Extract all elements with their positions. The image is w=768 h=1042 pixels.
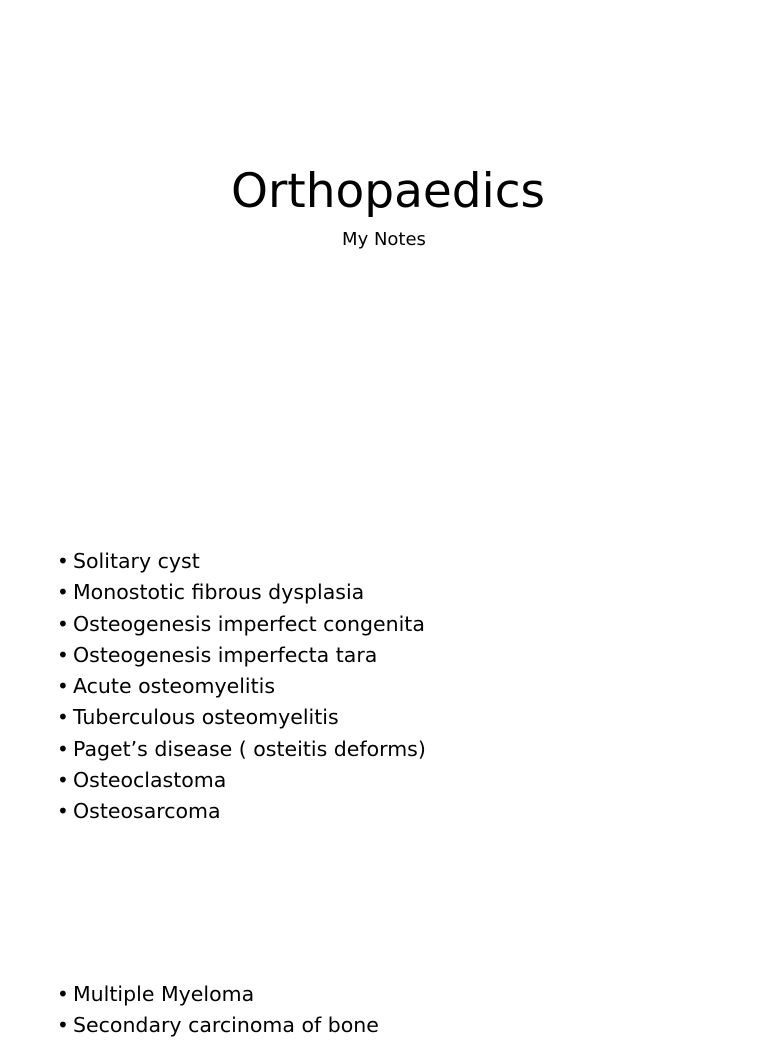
bullet-icon: • [57, 768, 69, 793]
bullet-icon: • [57, 580, 69, 605]
list-item [57, 671, 426, 702]
bullet-icon: • [57, 674, 69, 699]
bullet-icon: • [57, 799, 69, 824]
list-item [57, 979, 379, 1010]
list-item-text: Osteoclastoma [73, 768, 227, 793]
list-item-text: Acute osteomyelitis [73, 674, 276, 699]
page-subtitle: My Notes [342, 229, 426, 250]
bullet-icon: • [57, 736, 69, 761]
list-item-text: Osteogenesis imperfecta tara [73, 642, 378, 667]
list-item-text: Tuberculous osteomyelitis [73, 705, 339, 730]
bullet-list-conditions [57, 546, 426, 828]
list-item [57, 577, 426, 608]
bullet-icon: • [57, 705, 69, 730]
bullet-icon: • [57, 642, 69, 667]
list-item [57, 640, 426, 671]
bullet-list-malignancies [57, 979, 379, 1042]
list-item-text: Osteosarcoma [73, 799, 221, 824]
list-item [57, 796, 426, 827]
list-item-text: Monostotic fibrous dysplasia [73, 580, 365, 605]
list-item-text: Paget’s disease ( osteitis deforms) [73, 736, 426, 761]
list-item [57, 546, 426, 577]
bullet-icon: • [57, 1013, 69, 1038]
list-item-text: Solitary cyst [73, 549, 200, 573]
bullet-icon: • [57, 549, 69, 573]
list-item-text: Osteogenesis imperfect congenita [73, 611, 425, 636]
bullet-icon: • [57, 611, 69, 636]
bullet-icon: • [57, 982, 69, 1006]
list-item [57, 765, 426, 796]
list-item [57, 734, 426, 765]
list-item-text: Secondary carcinoma of bone [73, 1013, 379, 1038]
page-title: Orthopaedics [230, 164, 546, 219]
list-item-text: Multiple Myeloma [73, 982, 255, 1006]
list-item [57, 609, 426, 640]
list-item [57, 1010, 379, 1041]
list-item [57, 702, 426, 733]
